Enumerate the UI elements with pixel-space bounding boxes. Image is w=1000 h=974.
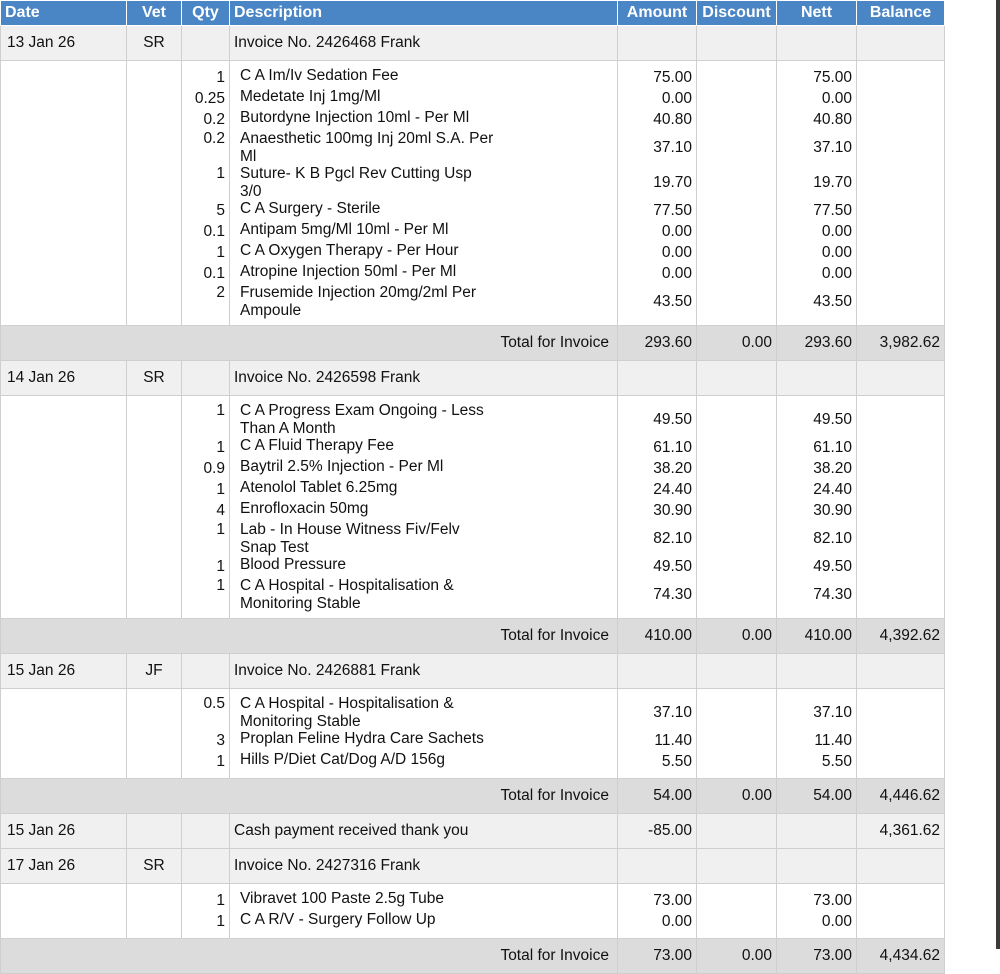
line-amount: 38.20 — [653, 460, 692, 477]
total-balance: 3,982.62 — [857, 326, 945, 361]
description-lines — [234, 67, 613, 319]
nett-empty — [777, 814, 857, 849]
description-lines — [234, 695, 613, 772]
balance-empty — [857, 654, 945, 689]
items-date-empty — [1, 884, 127, 939]
line-description-text: Monitoring Stable — [240, 594, 361, 612]
nett-column — [777, 61, 857, 326]
line-nett: 38.20 — [813, 460, 852, 477]
balance-column — [857, 689, 945, 779]
line-amount: 82.10 — [653, 530, 692, 547]
discount-empty — [697, 814, 777, 849]
total-label: Total for Invoice — [1, 326, 618, 361]
line-description — [240, 221, 613, 242]
items-vet-empty — [127, 884, 182, 939]
line-amount: 40.80 — [653, 111, 692, 128]
payment-balance: 4,361.62 — [857, 814, 945, 849]
amount-column — [618, 689, 697, 779]
line-description-text: Suture- K B Pgcl Rev Cutting Usp — [240, 165, 472, 182]
line-qty: 1 — [216, 165, 225, 182]
line-amount: 11.40 — [654, 732, 692, 749]
column-header-nett[interactable]: Nett — [777, 1, 857, 26]
total-discount: 0.00 — [697, 619, 777, 654]
line-description — [240, 890, 613, 911]
line-description — [240, 284, 613, 319]
total-label: Total for Invoice — [1, 939, 618, 974]
line-amount: 77.50 — [653, 202, 692, 219]
total-nett: 410.00 — [777, 619, 857, 654]
nett-empty — [777, 849, 857, 884]
line-amount: 75.00 — [653, 69, 692, 86]
line-amount: 24.40 — [653, 481, 692, 498]
line-amount: 5.50 — [661, 753, 692, 770]
column-header-amount[interactable]: Amount — [618, 1, 697, 26]
line-description — [240, 911, 613, 932]
vet-code: SR — [127, 849, 182, 884]
qty-empty — [182, 26, 230, 61]
entry-date: 15 Jan 26 — [1, 814, 127, 849]
total-balance: 4,434.62 — [857, 939, 945, 974]
line-qty: 5 — [216, 202, 225, 219]
line-description-text: Anaesthetic 100mg Inj 20ml S.A. Per — [240, 130, 494, 147]
amount-empty — [618, 654, 697, 689]
line-qty: 0.1 — [203, 223, 225, 240]
line-description — [240, 130, 613, 165]
line-qty: 0.1 — [203, 265, 225, 282]
nett-column — [777, 396, 857, 619]
ledger-body — [1, 26, 945, 974]
total-discount: 0.00 — [697, 939, 777, 974]
entry-date: 15 Jan 26 — [1, 654, 127, 689]
line-qty: 0.2 — [203, 111, 225, 128]
line-description-text: 3/0 — [240, 182, 262, 200]
line-description-text: C A R/V - Surgery Follow Up — [240, 911, 436, 928]
line-description-text: C A Fluid Therapy Fee — [240, 437, 394, 454]
line-amount: 74.30 — [653, 586, 692, 603]
line-description — [240, 521, 613, 556]
line-qty: 1 — [216, 69, 225, 86]
column-header-description[interactable]: Description — [230, 1, 618, 26]
total-nett: 54.00 — [777, 779, 857, 814]
invoice-line-items — [1, 689, 945, 779]
line-description-text: Blood Pressure — [240, 556, 346, 573]
line-description-text: Snap Test — [240, 538, 309, 556]
payment-description: Cash payment received thank you — [230, 814, 618, 849]
items-vet-empty — [127, 689, 182, 779]
invoice-title: Invoice No. 2426881 Frank — [230, 654, 618, 689]
qty-column — [182, 689, 230, 779]
total-balance: 4,392.62 — [857, 619, 945, 654]
line-amount: 0.00 — [661, 223, 692, 240]
discount-column — [697, 396, 777, 619]
line-qty: 1 — [216, 892, 225, 909]
line-description — [240, 479, 613, 500]
column-header-date[interactable]: Date — [1, 1, 127, 26]
column-header-qty[interactable]: Qty — [182, 1, 230, 26]
description-lines — [234, 402, 613, 612]
header-row — [1, 1, 945, 26]
line-nett: 24.40 — [813, 481, 852, 498]
line-nett: 0.00 — [821, 90, 852, 107]
line-nett: 82.10 — [813, 530, 852, 547]
line-amount: 0.00 — [661, 90, 692, 107]
line-qty: 0.5 — [203, 695, 225, 712]
discount-empty — [697, 361, 777, 396]
line-description-text: Enrofloxacin 50mg — [240, 500, 369, 517]
line-description — [240, 242, 613, 263]
line-description — [240, 556, 613, 577]
line-amount: 0.00 — [661, 244, 692, 261]
line-nett: 0.00 — [821, 223, 852, 240]
items-date-empty — [1, 396, 127, 619]
line-nett: 5.50 — [821, 753, 852, 770]
nett-empty — [777, 361, 857, 396]
discount-column — [697, 884, 777, 939]
entry-date: 17 Jan 26 — [1, 849, 127, 884]
qty-column — [182, 396, 230, 619]
line-description — [240, 577, 613, 612]
line-description-text: Ml — [240, 147, 257, 165]
line-description — [240, 109, 613, 130]
line-description-text: Baytril 2.5% Injection - Per Ml — [240, 458, 444, 475]
balance-column — [857, 61, 945, 326]
total-label: Total for Invoice — [1, 619, 618, 654]
line-nett: 49.50 — [813, 411, 852, 428]
line-description — [240, 751, 613, 772]
line-amount: 19.70 — [653, 174, 692, 191]
qty-empty — [182, 361, 230, 396]
line-description — [240, 500, 613, 521]
column-header-vet[interactable]: Vet — [127, 1, 182, 26]
vet-code: SR — [127, 361, 182, 396]
description-column — [230, 689, 618, 779]
line-description-text: Vibravet 100 Paste 2.5g Tube — [240, 890, 444, 907]
invoice-header-row[interactable] — [1, 849, 945, 884]
line-qty: 1 — [216, 753, 225, 770]
nett-column — [777, 884, 857, 939]
line-amount: 37.10 — [653, 139, 692, 156]
vet-code: JF — [127, 654, 182, 689]
line-qty: 0.2 — [203, 130, 225, 147]
items-vet-empty — [127, 61, 182, 326]
invoice-title: Invoice No. 2427316 Frank — [230, 849, 618, 884]
line-description-text: Monitoring Stable — [240, 712, 361, 730]
discount-empty — [697, 26, 777, 61]
entry-date: 14 Jan 26 — [1, 361, 127, 396]
vet-code — [127, 814, 182, 849]
items-vet-empty — [127, 396, 182, 619]
qty-column — [182, 884, 230, 939]
invoice-header-row[interactable] — [1, 654, 945, 689]
line-nett: 37.10 — [813, 139, 852, 156]
column-header-balance[interactable]: Balance — [857, 1, 945, 26]
payment-amount: -85.00 — [618, 814, 697, 849]
line-nett: 75.00 — [813, 69, 852, 86]
nett-empty — [777, 26, 857, 61]
line-qty: 0.9 — [203, 460, 225, 477]
line-amount: 0.00 — [661, 265, 692, 282]
amount-column — [618, 884, 697, 939]
balance-empty — [857, 26, 945, 61]
total-label: Total for Invoice — [1, 779, 618, 814]
line-nett: 74.30 — [813, 586, 852, 603]
total-amount: 73.00 — [618, 939, 697, 974]
total-amount: 293.60 — [618, 326, 697, 361]
line-qty: 1 — [216, 439, 225, 456]
amount-empty — [618, 361, 697, 396]
invoice-total-row — [1, 939, 945, 974]
invoice-header-row[interactable] — [1, 361, 945, 396]
amount-empty — [618, 26, 697, 61]
balance-empty — [857, 361, 945, 396]
line-description-text: Antipam 5mg/Ml 10ml - Per Ml — [240, 221, 449, 238]
total-nett: 73.00 — [777, 939, 857, 974]
invoice-title: Invoice No. 2426468 Frank — [230, 26, 618, 61]
invoice-total-row — [1, 779, 945, 814]
line-description — [240, 437, 613, 458]
line-amount: 73.00 — [653, 892, 692, 909]
line-qty: 2 — [216, 284, 225, 301]
payment-row[interactable] — [1, 814, 945, 849]
line-nett: 30.90 — [813, 502, 852, 519]
line-description-text: Lab - In House Witness Fiv/Felv — [240, 521, 460, 538]
balance-column — [857, 884, 945, 939]
line-amount: 30.90 — [653, 502, 692, 519]
qty-empty — [182, 654, 230, 689]
line-nett: 73.00 — [813, 892, 852, 909]
description-column — [230, 884, 618, 939]
invoice-title: Invoice No. 2426598 Frank — [230, 361, 618, 396]
line-qty: 1 — [216, 558, 225, 575]
balance-column — [857, 396, 945, 619]
line-nett: 19.70 — [813, 174, 852, 191]
line-description-text: Proplan Feline Hydra Care Sachets — [240, 730, 484, 747]
amount-column — [618, 396, 697, 619]
column-header-discount[interactable]: Discount — [697, 1, 777, 26]
line-nett: 37.10 — [813, 704, 852, 721]
line-description-text: Butordyne Injection 10ml - Per Ml — [240, 109, 470, 126]
amount-empty — [618, 849, 697, 884]
total-amount: 410.00 — [618, 619, 697, 654]
line-qty: 1 — [216, 244, 225, 261]
balance-empty — [857, 849, 945, 884]
discount-column — [697, 61, 777, 326]
line-amount: 43.50 — [653, 293, 692, 310]
window-edge-shadow — [996, 0, 1000, 949]
amount-column — [618, 61, 697, 326]
line-amount: 49.50 — [653, 411, 692, 428]
line-nett: 40.80 — [813, 111, 852, 128]
line-nett: 77.50 — [813, 202, 852, 219]
line-amount: 61.10 — [653, 439, 692, 456]
line-description — [240, 67, 613, 88]
discount-empty — [697, 654, 777, 689]
line-nett: 61.10 — [813, 439, 852, 456]
invoice-header-row[interactable] — [1, 26, 945, 61]
line-description — [240, 695, 613, 730]
invoice-line-items — [1, 396, 945, 619]
line-qty: 1 — [216, 481, 225, 498]
qty-empty — [182, 814, 230, 849]
line-amount: 37.10 — [653, 704, 692, 721]
line-qty: 1 — [216, 913, 225, 930]
discount-empty — [697, 849, 777, 884]
line-description — [240, 200, 613, 221]
total-nett: 293.60 — [777, 326, 857, 361]
line-description-text: Atropine Injection 50ml - Per Ml — [240, 263, 457, 280]
line-description-text: C A Progress Exam Ongoing - Less — [240, 402, 484, 419]
qty-column — [182, 61, 230, 326]
line-qty: 1 — [216, 521, 225, 538]
line-description — [240, 458, 613, 479]
discount-column — [697, 689, 777, 779]
line-nett: 0.00 — [821, 244, 852, 261]
line-description-text: C A Im/Iv Sedation Fee — [240, 67, 399, 84]
invoice-total-row — [1, 619, 945, 654]
line-nett: 0.00 — [821, 913, 852, 930]
invoice-line-items — [1, 61, 945, 326]
line-nett: 0.00 — [821, 265, 852, 282]
line-qty: 1 — [216, 577, 225, 594]
line-nett: 11.40 — [814, 732, 852, 749]
line-qty: 4 — [216, 502, 225, 519]
line-description — [240, 165, 613, 200]
line-nett: 49.50 — [813, 558, 852, 575]
line-qty: 3 — [216, 732, 225, 749]
line-description — [240, 402, 613, 437]
items-date-empty — [1, 689, 127, 779]
line-description-text: C A Oxygen Therapy - Per Hour — [240, 242, 459, 259]
line-description-text: C A Hospital - Hospitalisation & — [240, 577, 454, 594]
qty-empty — [182, 849, 230, 884]
total-balance: 4,446.62 — [857, 779, 945, 814]
line-qty: 0.25 — [194, 90, 225, 107]
line-description — [240, 730, 613, 751]
vet-code: SR — [127, 26, 182, 61]
invoice-total-row — [1, 326, 945, 361]
total-discount: 0.00 — [697, 326, 777, 361]
line-description — [240, 88, 613, 109]
entry-date: 13 Jan 26 — [1, 26, 127, 61]
line-qty: 1 — [216, 402, 225, 419]
line-description — [240, 263, 613, 284]
line-amount: 0.00 — [661, 913, 692, 930]
total-discount: 0.00 — [697, 779, 777, 814]
line-nett: 43.50 — [813, 293, 852, 310]
line-description-text: Than A Month — [240, 419, 336, 437]
description-column — [230, 61, 618, 326]
line-description-text: Ampoule — [240, 301, 302, 319]
total-amount: 54.00 — [618, 779, 697, 814]
description-lines — [234, 890, 613, 932]
line-description-text: Hills P/Diet Cat/Dog A/D 156g — [240, 751, 446, 768]
line-description-text: C A Surgery - Sterile — [240, 200, 381, 217]
line-description-text: Medetate Inj 1mg/Ml — [240, 88, 381, 105]
invoice-line-items — [1, 884, 945, 939]
line-amount: 49.50 — [653, 558, 692, 575]
line-description-text: C A Hospital - Hospitalisation & — [240, 695, 454, 712]
line-description-text: Atenolol Tablet 6.25mg — [240, 479, 398, 496]
nett-column — [777, 689, 857, 779]
description-column — [230, 396, 618, 619]
line-description-text: Frusemide Injection 20mg/2ml Per — [240, 284, 477, 301]
items-date-empty — [1, 61, 127, 326]
nett-empty — [777, 654, 857, 689]
